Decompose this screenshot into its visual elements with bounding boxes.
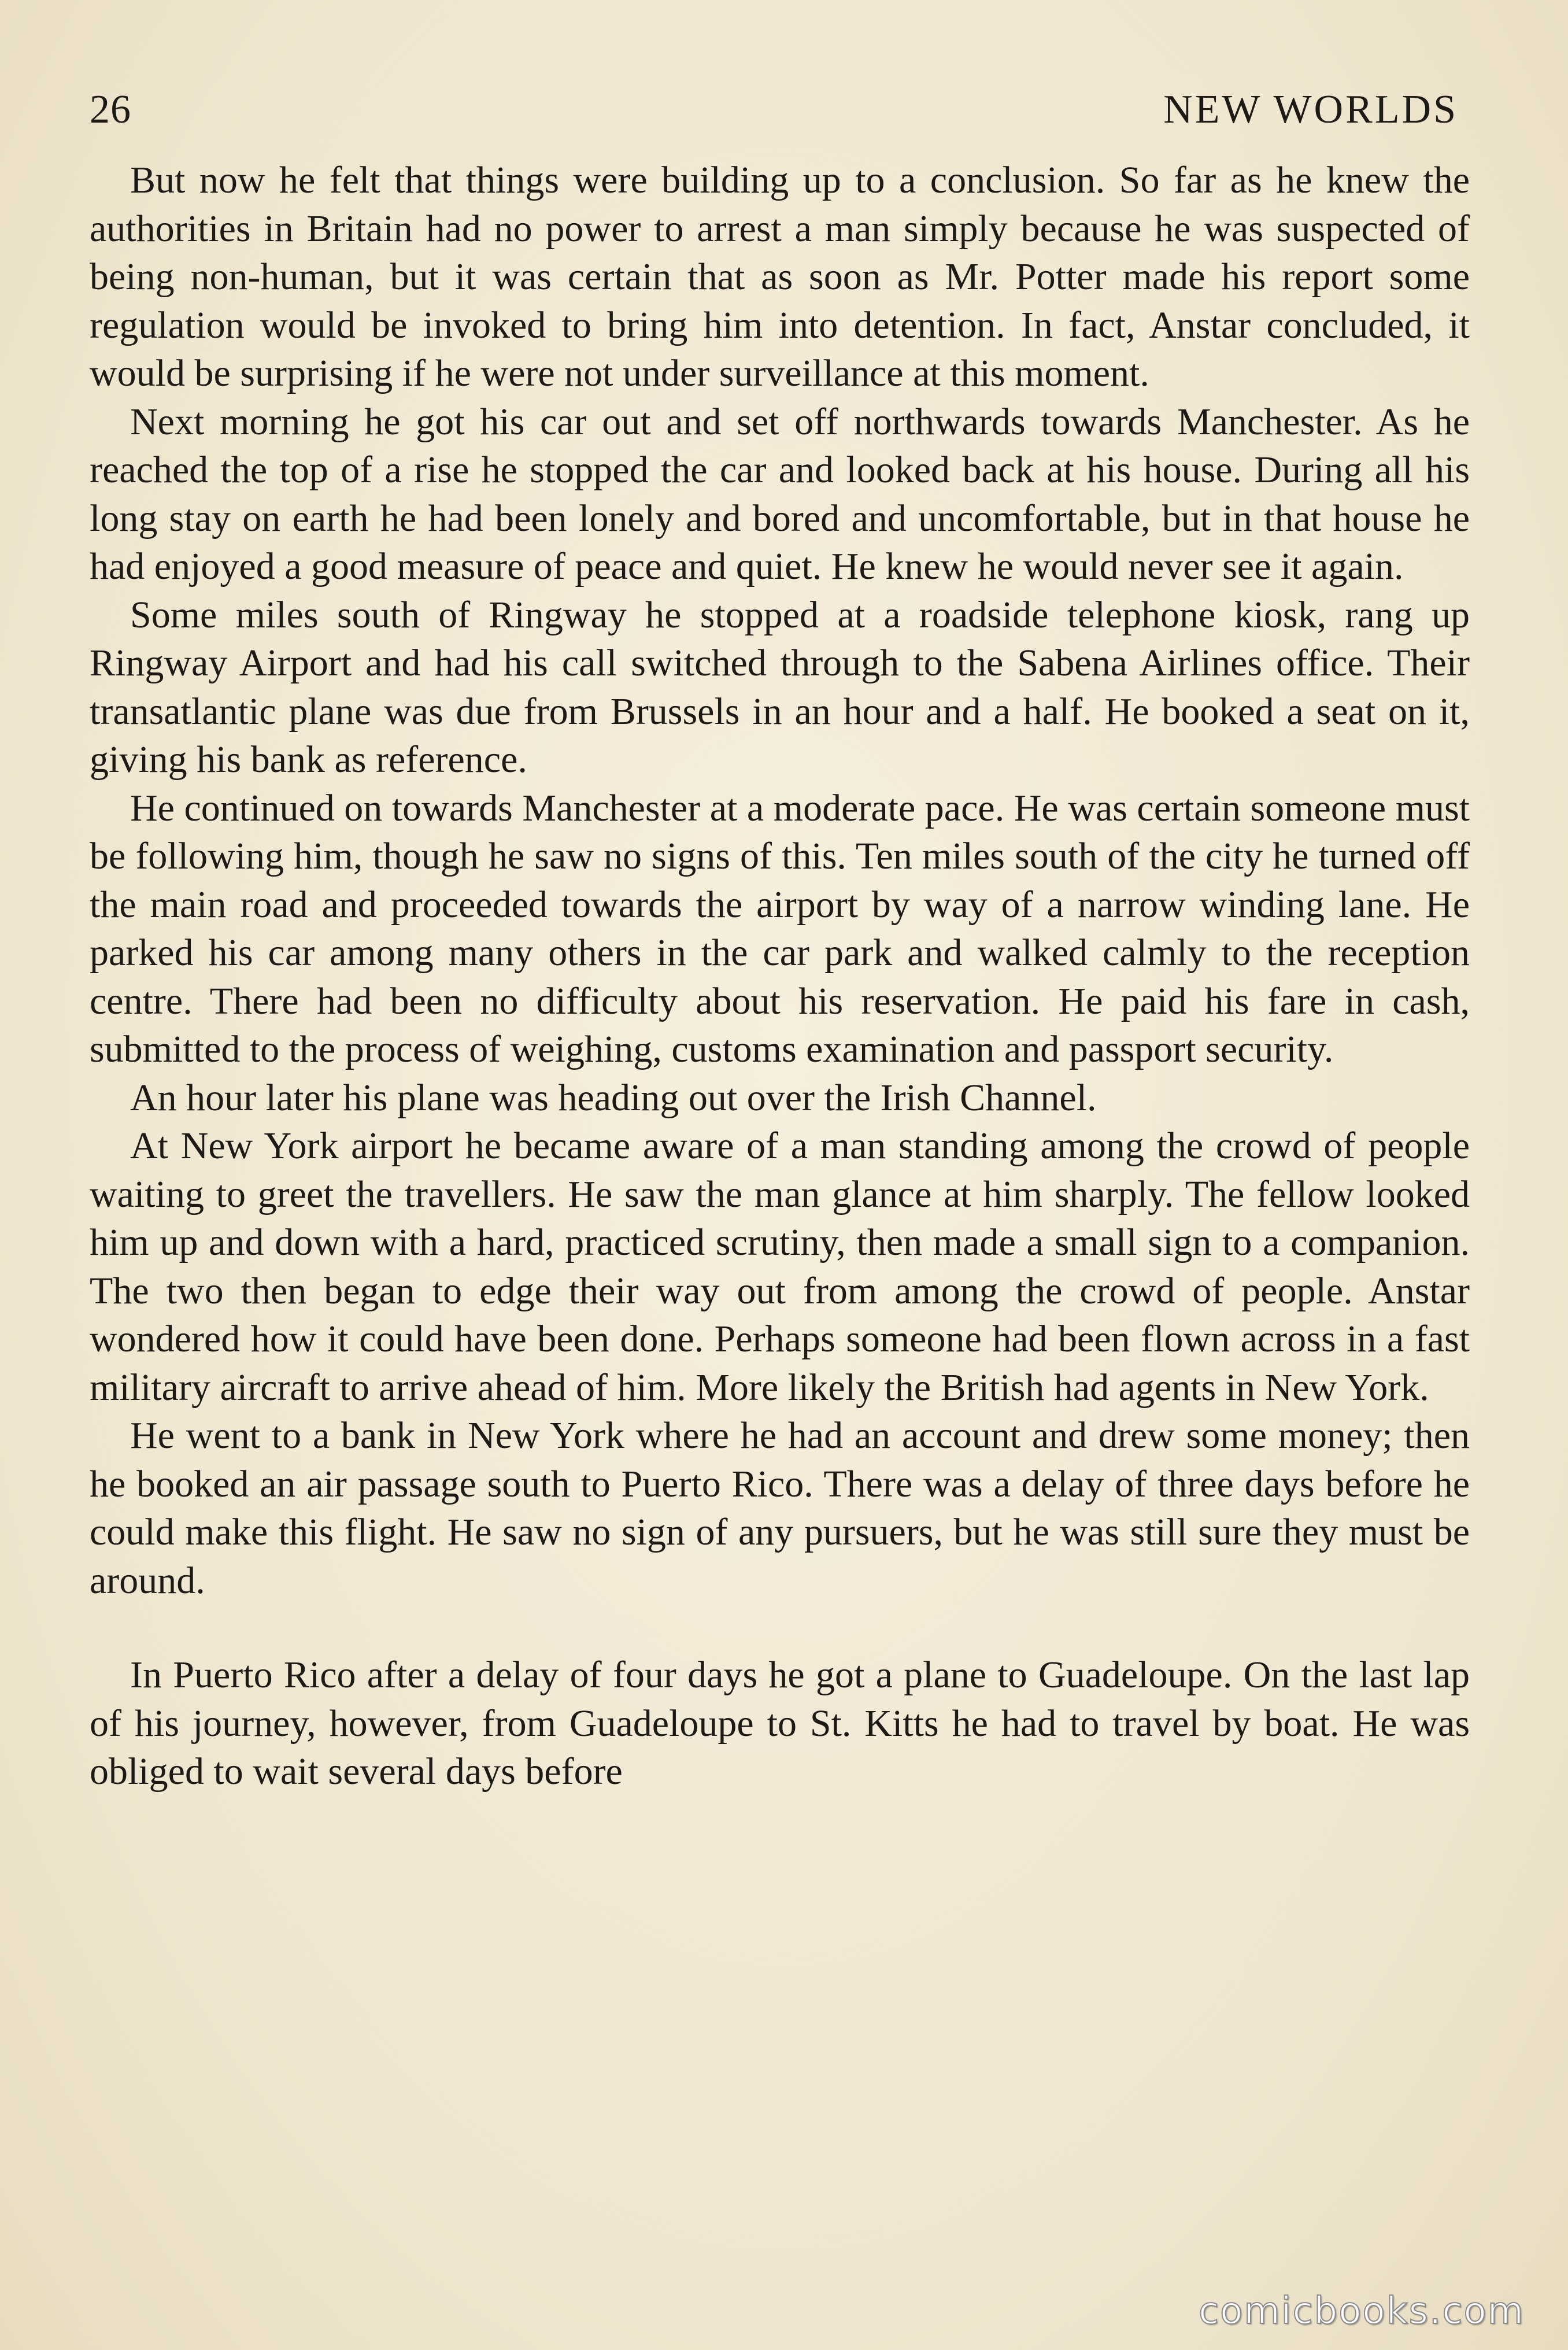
page-header bbox=[90, 87, 1470, 156]
paragraph: He went to a bank in New York where he had an account and drew some money; then he booked an air passage south to Puerto Rico. There was a delay of three days before he could make this flight. He saw no sign of any pursuers, but he was still sure they must be around. bbox=[90, 1414, 1470, 1602]
running-title: NEW WORLDS bbox=[1163, 87, 1458, 132]
paragraph: In Puerto Rico after a delay of four days he got a plane to Guadeloupe. On the last lap of his journey, however, from Guadeloupe to St. Kitts he had to travel by boat. He was obliged to wait several days before bbox=[90, 1654, 1470, 1793]
paragraph: But now he felt that things were building up to a conclusion. So far as he knew the authorities in Britain had no power to arrest a man simply because he was suspected of being non-human, but it was certain that as soon as Mr. Potter made his report some regulation would be invoked to bring him into detention. In fact, Anstar concluded, it would be surprising if he were not under surveillance at this moment. bbox=[90, 159, 1470, 394]
page-number: 26 bbox=[90, 87, 131, 132]
paragraph: He continued on towards Manchester at a moderate pace. He was certain someone must be following him, though he saw no signs of this. Ten miles south of the city he turned off the main road and proceeded towards the airport by way of a narrow winding lane. He parked his car among many others in the car park and walked calmly to the reception centre. There had been no difficulty about his reservation. He paid his fare in cash, submitted to the process of weighing, customs examination and passport security. bbox=[90, 786, 1470, 1070]
body-text bbox=[90, 156, 1470, 1796]
paragraph: Next morning he got his car out and set off northwards towards Manchester. As he reached the top of a rise he stopped the car and looked back at his house. During all his long stay on earth he had been lonely and bored and uncomfortable, but in that house he had enjoyed a good measure of peace and quiet. He knew he would never see it again. bbox=[90, 400, 1470, 588]
watermark: comicbooks.com bbox=[1198, 2290, 1525, 2333]
paragraph: At New York airport he became aware of a man standing among the crowd of people waiting to greet the travellers. He saw the man glance at him sharply. The fellow looked him up and down with a hard, practiced scrutiny, then made a small sign to a companion. The two then began to edge their way out from among the crowd of people. Anstar wondered how it could have been done. Perhaps someone had been flown across in a fast military aircraft to arrive ahead of him. More likely the British had agents in New York. bbox=[90, 1125, 1470, 1409]
paragraph: An hour later his plane was heading out over the Irish Channel. bbox=[130, 1076, 1097, 1119]
paragraph: Some miles south of Ringway he stopped at a roadside telephone kiosk, rang up Ringway Airport and had his call switched through to the Sabena Airlines office. Their transatlantic plane was due from Brussels in an hour and a half. He booked a seat on it, giving his bank as reference. bbox=[90, 593, 1470, 781]
